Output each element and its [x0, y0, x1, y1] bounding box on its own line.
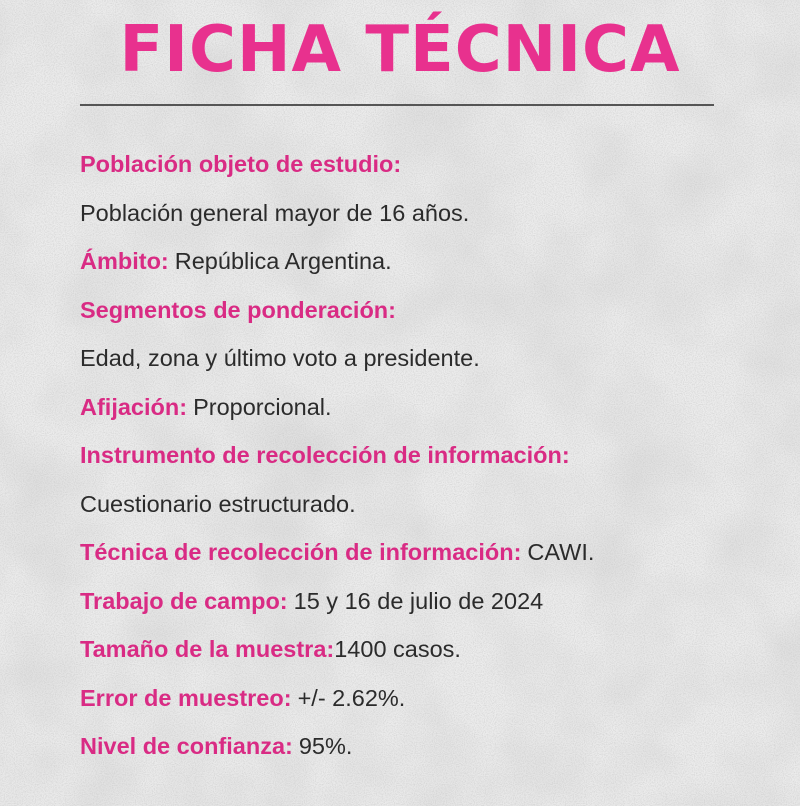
field-afijacion-row [80, 383, 780, 432]
page-title: FICHA TÉCNICA [119, 13, 681, 87]
field-label-error: Error de muestreo: [80, 684, 292, 711]
field-label-instrumento: Instrumento de recolección de información: [80, 442, 570, 468]
field-label-afijacion: Afijación: [80, 393, 188, 420]
field-value-instrumento: Cuestionario estructurado. [80, 490, 356, 517]
field-tamano-row [80, 625, 780, 674]
field-value-trabajo: 15 y 16 de julio de 2024 [293, 587, 544, 614]
field-value-confianza: 95%. [298, 733, 353, 759]
field-value-tecnica: CAWI. [527, 539, 595, 565]
field-poblacion-label-row [80, 140, 780, 189]
field-label-tamano: Tamaño de la muestra: [80, 636, 335, 662]
field-segmentos-label-row [80, 286, 780, 335]
field-ambito-row [80, 237, 780, 286]
field-value-tamano: 1400 casos. [334, 636, 461, 662]
field-label-ambito: Ámbito: [80, 248, 169, 274]
field-label-poblacion: Población objeto de estudio: [80, 151, 402, 177]
field-confianza-row [80, 722, 780, 771]
field-tecnica-row [80, 528, 780, 577]
field-label-tecnica: Técnica de recolección de información: [80, 539, 522, 565]
field-trabajo-row [80, 577, 780, 626]
field-value-afijacion: Proporcional. [193, 393, 332, 420]
field-segmentos-value-row [80, 334, 780, 383]
field-label-trabajo: Trabajo de campo: [80, 587, 288, 614]
field-error-row [80, 674, 780, 723]
field-instrumento-label-row [80, 431, 780, 480]
title-divider [80, 104, 714, 106]
field-value-ambito: República Argentina. [174, 248, 392, 274]
field-poblacion-value-row [80, 189, 780, 238]
field-value-error: +/- 2.62%. [297, 684, 406, 711]
field-label-confianza: Nivel de confianza: [80, 733, 293, 759]
fields-list [80, 140, 780, 771]
field-value-segmentos: Edad, zona y último voto a presidente. [80, 345, 480, 371]
field-instrumento-value-row [80, 480, 780, 529]
field-label-segmentos: Segmentos de ponderación: [80, 296, 396, 323]
field-value-poblacion: Población general mayor de 16 años. [80, 199, 470, 226]
